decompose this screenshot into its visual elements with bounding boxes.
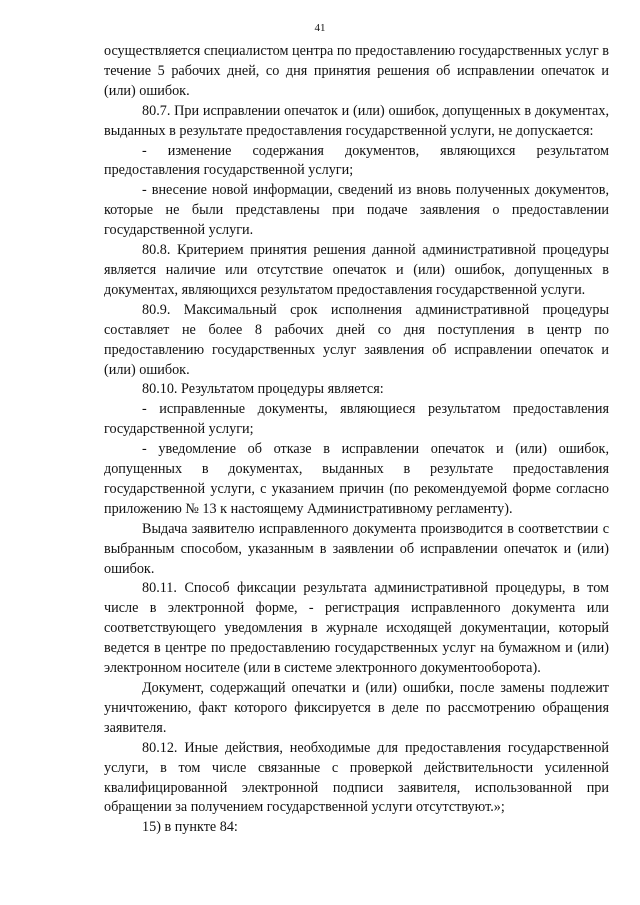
paragraph: - уведомление об отказе в исправлении опечаток и (или) ошибок, допущенных в документах, выданных в результате предоставления государственной услуги, с указанием причин (по рекомендуемой форме согласно приложению № 13 к настоящему Административному регламенту). xyxy=(104,441,609,517)
paragraph: 80.8. Критерием принятия решения данной административной процедуры является наличие или отсутствие опечаток и (или) ошибок, допущенных в документах, являющихся результатом предоставления государственной услуги. xyxy=(104,242,609,298)
paragraph: - исправленные документы, являющиеся результатом предоставления государственной услуги; xyxy=(104,401,609,438)
paragraph: Документ, содержащий опечатки и (или) ошибки, после замены подлежит уничтожению, факт которого фиксируется в деле по рассмотрению обращения заявителя. xyxy=(104,680,609,736)
paragraph: - изменение содержания документов, являющихся результатом предоставления государственной услуги; xyxy=(104,142,609,179)
paragraph: 80.7. При исправлении опечаток и (или) ошибок, допущенных в документах, выданных в результате предоставления государственной услуги, не допускается: xyxy=(104,102,609,139)
document-body xyxy=(104,42,609,838)
paragraph: 80.10. Результатом процедуры является: xyxy=(142,381,384,398)
paragraph: 80.11. Способ фиксации результата административной процедуры, в том числе в электронной форме, - регистрация исправленного документа или соответствующего уведомления в журнале исходящей документации, который ведется в центре по предоставлению государственных услуг на бумажном и (или) электронном носителе (или в системе электронного документооборота). xyxy=(104,580,609,677)
paragraph: осуществляется специалистом центра по предоставлению государственных услуг в течение 5 рабочих дней, со дня принятия решения об исправлении опечаток и (или) ошибок. xyxy=(104,43,609,99)
page-number: 41 xyxy=(314,22,326,34)
paragraph: Выдача заявителю исправленного документа производится в соответствии с выбранным способом, указанным в заявлении об исправлении опечаток и (или) ошибок. xyxy=(104,520,609,577)
paragraph: 15) в пункте 84: xyxy=(142,819,238,836)
paragraph: 80.12. Иные действия, необходимые для предоставления государственной услуги, в том числе связанные с проверкой действительности усиленной квалифицированной электронной подписи заявителя, использованной при обращении за получением государственной услуги отсутствуют.»; xyxy=(104,739,609,816)
paragraph: 80.9. Максимальный срок исполнения административной процедуры составляет не более 8 рабочих дней со дня поступления в центр по предоставлению государственных услуг заявления об исправлении опечаток и (или) ошибок. xyxy=(104,301,609,378)
paragraph: - внесение новой информации, сведений из вновь полученных документов, которые не были представлены при подаче заявления о предоставлении государственной услуги. xyxy=(104,182,609,239)
